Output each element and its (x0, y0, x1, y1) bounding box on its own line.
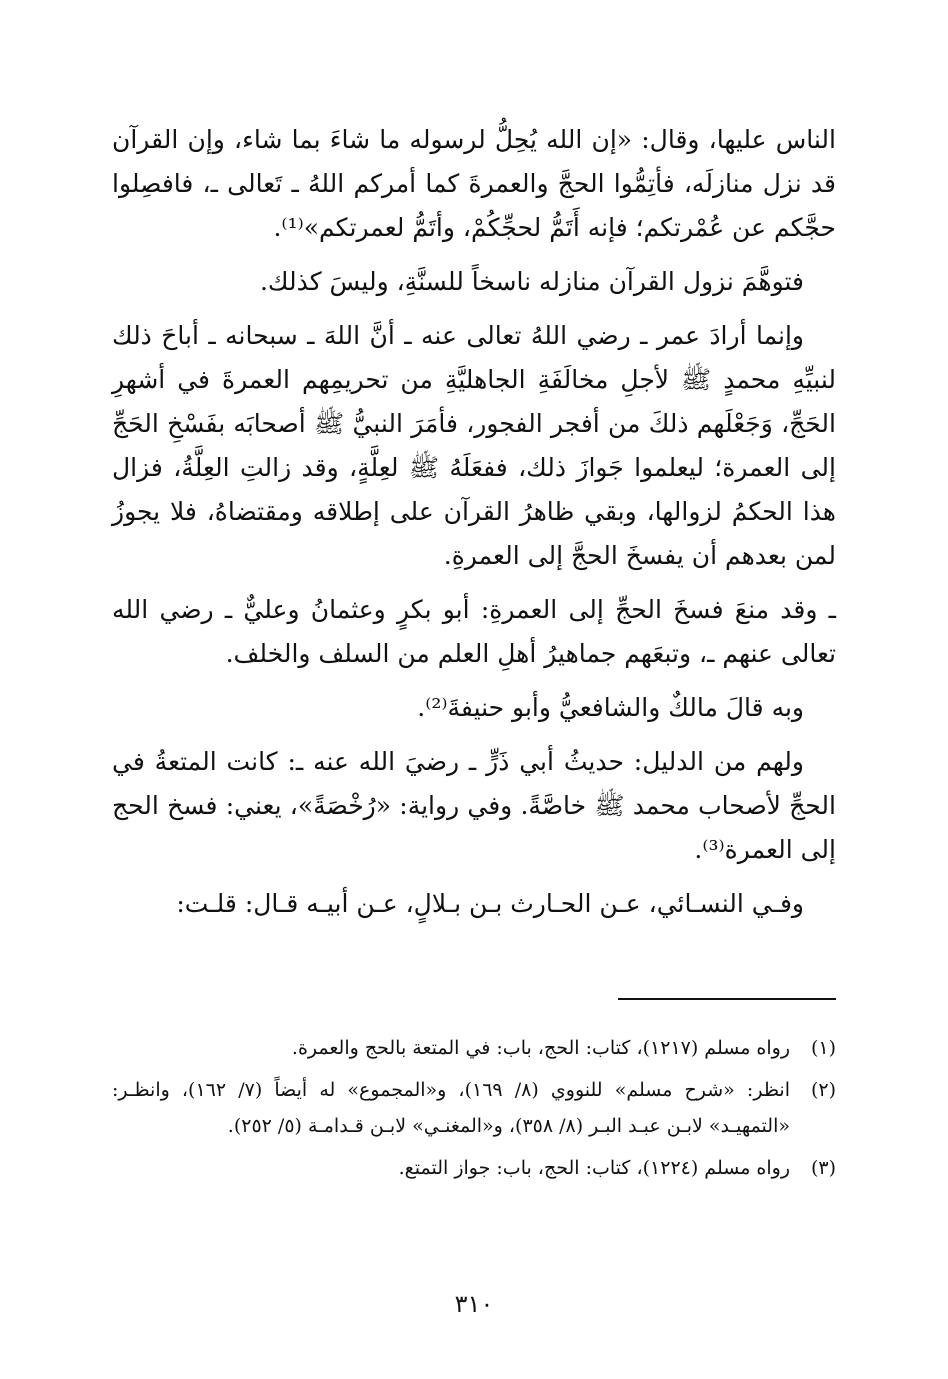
paragraph-6: ولهم من الدليل: حديثُ أبي ذَرٍّ ـ رضيَ الله عنه ـ: كانت المتعةُ في الحجِّ لأصحاب محمد ﷺ خاصَّةً. وفي رواية: «رُخْصَةً»، يعني: فسخ الحج إلى العمرة⁽³⁾. (112, 747, 836, 864)
paragraph-7: وفـي النسـائي، عـن الحـارث بـن بـلالٍ، عـن أبيـه قـال: قلـت: (176, 889, 804, 918)
footnotes (112, 1030, 836, 1192)
paragraph-3: وإنما أرادَ عمر ـ رضي اللهُ تعالى عنه ـ أنَّ اللهَ ـ سبحانه ـ أباحَ ذلك لنبيِّهِ محمدٍ ﷺ لأجلِ مخالَفَةِ الجاهليَّةِ من تحريمِهم العمرةَ في أشهرِ الحَجِّ، وَجَعْلَهم ذلكَ من أفجر الفجور، فأمَرَ النبيُّ ﷺ أصحابَه بفَسْخِ الحَجِّ إلى العمرة؛ ليعلموا جَوازَ ذلك، ففعَلَهُ ﷺ لعِلَّةٍ، وقد زالتِ العِلَّةُ، فزال هذا الحكمُ لزوالها، وبقي ظاهرُ القرآن على إطلاقه ومقتضاهُ، فلا يجوزُ لمن بعدهم أن يفسخَ الحجَّ إلى العمرةِ. (112, 321, 836, 570)
footnote-separator (618, 998, 836, 1000)
page-number: ٣١٠ (454, 1290, 494, 1318)
main-text (112, 118, 836, 936)
footnote-3 (112, 1150, 836, 1186)
footnote-text: انظر: «شرح مسلم» للنووي (٨/ ١٦٩)، و«المجموع» له أيضاً (٧/ ١٦٢)، وانظـر: «التمهيـد» لابـن عبـد البـر (٨/ ٣٥٨)، و«المغنـي» لابـن قـدامـة (٥/ ٢٥٢). (112, 1079, 790, 1137)
paragraph-1: الناس عليها، وقال: «إن الله يُحِلُّ لرسوله ما شاءَ بما شاء، وإن القرآن قد نزل منازلَه، فأتِمُّوا الحجَّ والعمرةَ كما أمركم اللهُ ـ تَعالى ـ، فافصِلوا حجَّكم عن عُمْرتكم؛ فإنه أَتَمُّ لحجِّكُمْ، وأتَمُّ لعمرتكم»⁽¹⁾. (112, 125, 836, 242)
paragraph-5: وبه قالَ مالكٌ والشافعيُّ وأبو حنيفةَ⁽²⁾. (417, 693, 804, 722)
footnote-text: رواه مسلم (١٢١٧)، كتاب: الحج، باب: في المتعة بالحج والعمرة. (291, 1037, 790, 1059)
footnote-number: (١) (810, 1037, 836, 1059)
paragraph-2: فتوهَّمَ نزول القرآن منازله ناسخاً للسنَّةِ، وليسَ كذلك. (259, 267, 804, 296)
footnote-2 (112, 1072, 836, 1144)
paragraph-4: ـ وقد منعَ فسخَ الحجِّ إلى العمرةِ: أبو بكرٍ وعثمانُ وعليٌّ ـ رضي الله تعالى عنهم ـ، وتبعَهم جماهيرُ أهلِ العلم من السلف والخلف. (112, 595, 836, 668)
footnote-number: (٣) (810, 1157, 836, 1179)
footnote-text: رواه مسلم (١٢٢٤)، كتاب: الحج، باب: جواز التمتع. (398, 1157, 790, 1179)
footnote-1 (112, 1030, 836, 1066)
footnote-number: (٢) (810, 1079, 836, 1101)
